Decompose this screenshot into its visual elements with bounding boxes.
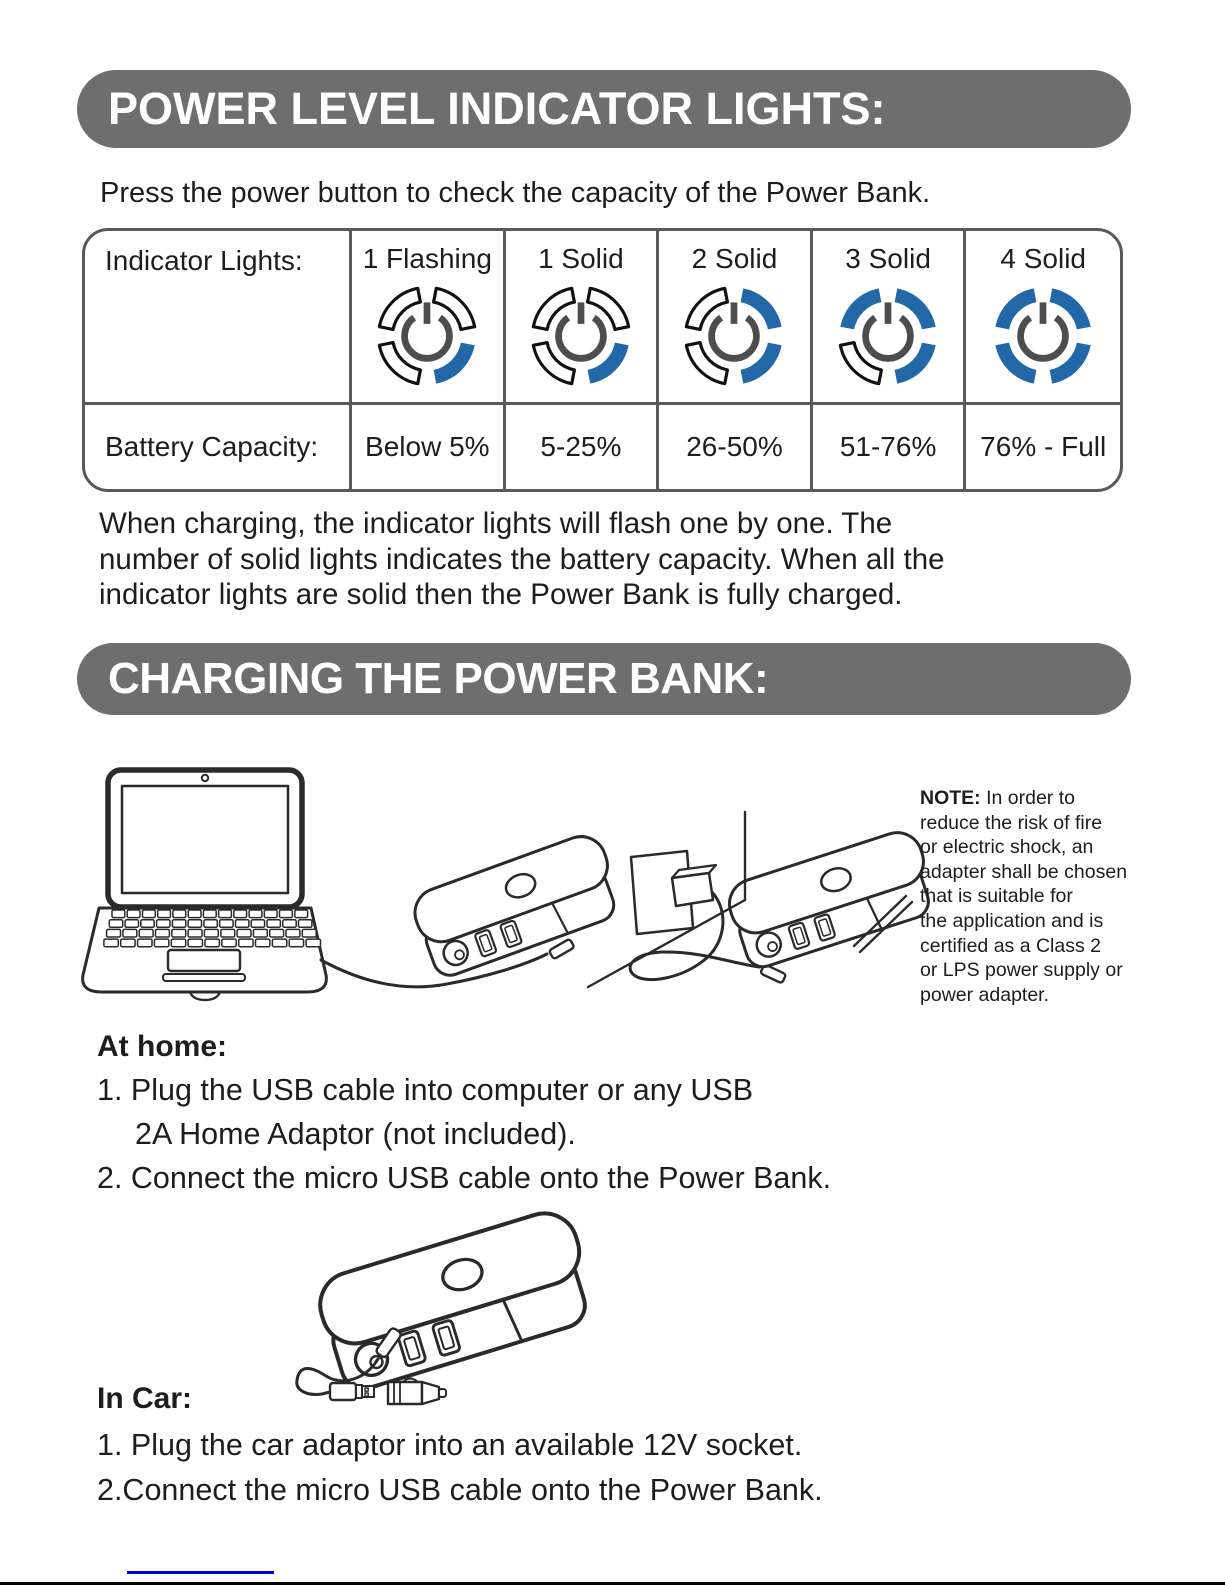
capacity-value: 51-76% — [813, 405, 967, 489]
col-header: 4 Solid — [1000, 243, 1086, 274]
table-col-2-solid — [659, 231, 813, 405]
wall-outlet — [631, 851, 716, 934]
in-car-title: In Car: — [97, 1382, 193, 1415]
at-home-title: At home: — [97, 1030, 227, 1063]
capacity-value: 26-50% — [659, 405, 813, 489]
table-col-4-solid — [966, 231, 1120, 405]
power-indicator-icon — [525, 280, 637, 392]
section-header-charging — [77, 643, 1131, 715]
link-underline[interactable] — [127, 1571, 274, 1574]
capacity-value: Below 5% — [352, 405, 506, 489]
power-indicator-icon — [678, 280, 790, 392]
section-header-power-level — [77, 70, 1131, 148]
car-adapter — [388, 1379, 446, 1405]
col-header: 1 Flashing — [362, 243, 492, 274]
car-charging-illustration — [270, 1195, 700, 1430]
charging-paragraph: When charging, the indicator lights will flash one by one. The number of solid lights indicates the battery capacity. When all the indicator lights are solid then the Power Bank is fully charged. — [99, 507, 945, 611]
at-home-step-1-cont: 2A Home Adaptor (not included). — [135, 1117, 576, 1151]
note-label: NOTE: — [920, 787, 981, 809]
table-col-1-solid — [506, 231, 660, 405]
note-block: NOTE: In order to reduce the risk of fire or electric shock, an adapter shall be chosen that is suitable for the application and is certified as a Class 2 or LPS power supply or power adapter. — [920, 787, 1128, 1006]
table-row2-label: Battery Capacity: — [85, 405, 352, 489]
home-charging-illustration — [75, 740, 935, 1020]
capacity-value: 5-25% — [506, 405, 660, 489]
capacity-value: 76% - Full — [980, 431, 1107, 462]
at-home-step-1: 1. Plug the USB cable into computer or any USB — [97, 1073, 754, 1107]
table-col-3-solid — [813, 231, 967, 405]
micro-usb-plug — [549, 939, 575, 960]
col-header: 2 Solid — [691, 243, 778, 274]
power-indicator-icon — [371, 280, 483, 392]
power-bank-3 — [312, 1205, 601, 1395]
power-bank-1 — [408, 830, 626, 981]
power-indicator-icon — [832, 280, 944, 392]
at-home-step-2: 2. Connect the micro USB cable onto the Power Bank. — [97, 1161, 832, 1195]
in-car-step-1: 1. Plug the car adaptor into an available 12V socket. — [97, 1428, 803, 1462]
col-header: 1 Solid — [538, 243, 624, 274]
table-row1-label: Indicator Lights: — [85, 231, 352, 405]
touchpad — [168, 950, 240, 971]
usb-a-connector — [330, 1383, 374, 1400]
intro-text: Press the power button to check the capacity of the Power Bank. — [100, 177, 931, 209]
laptop — [83, 770, 327, 1000]
table-col-1-flashing — [352, 231, 506, 405]
section-header-power-level-text: POWER LEVEL INDICATOR LIGHTS: — [108, 83, 886, 134]
power-indicator-icon — [987, 280, 1099, 392]
col-header: 3 Solid — [845, 243, 931, 274]
indicator-table — [82, 228, 1123, 492]
in-car-step-2: 2.Connect the micro USB cable onto the Power Bank. — [97, 1473, 823, 1507]
section-header-charging-text: CHARGING THE POWER BANK: — [108, 654, 769, 703]
